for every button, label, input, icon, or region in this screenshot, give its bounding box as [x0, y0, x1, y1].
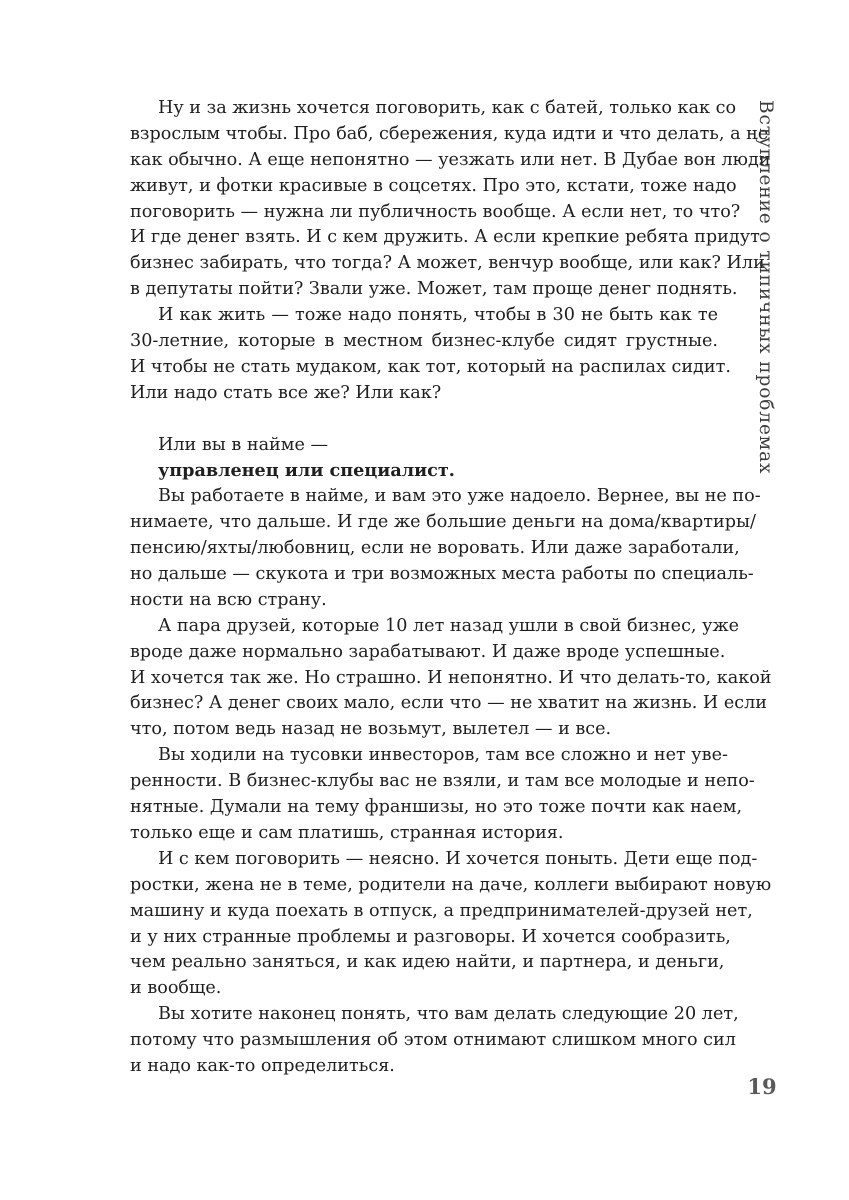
- paragraph: [130, 614, 772, 743]
- text-line: И где денег взять. И с кем дружить. А если крепкие ребята придут: [130, 227, 760, 248]
- text-line: поговорить — нужна ли публичность вообще. А если нет, то что?: [130, 201, 741, 222]
- text-line: бизнес? А денег своих мало, если что — не хватит на жизнь. И если: [130, 693, 768, 714]
- text-line: И хочется так же. Но страшно. И непонятно. И что делать-то, какой: [130, 667, 772, 688]
- text-line: но дальше — скукота и три возможных места работы по специаль-: [130, 564, 754, 585]
- paragraph: [130, 847, 772, 1002]
- running-head-text: Вступление о типичных проблемах: [755, 100, 776, 475]
- paragraph: [130, 1002, 739, 1080]
- text-line: пенсию/яхты/любовниц, если не воровать. Или даже заработали,: [130, 538, 740, 559]
- page-number: 19: [747, 1074, 777, 1099]
- text-line: ности на всю страну.: [130, 589, 327, 610]
- text-line: нимаете, что дальше. И где же большие деньги на дома/квартиры/: [130, 512, 756, 533]
- text-line: машину и куда поехать в отпуск, а предпринимателей-друзей нет,: [130, 900, 753, 921]
- paragraph: [130, 303, 731, 407]
- text-line: Вы работаете в найме, и вам это уже надоело. Вернее, вы не по-: [158, 486, 761, 507]
- text-line: взрослым чтобы. Про баб, сбережения, куда идти и что делать, а не: [130, 123, 769, 144]
- text-line: Вы хотите наконец понять, что вам делать следующие 20 лет,: [158, 1004, 739, 1025]
- text-line: бизнес забирать, что тогда? А может, венчур вообще, или как? Или: [130, 253, 765, 274]
- text-line: А пара друзей, которые 10 лет назад ушли в свой бизнес, уже: [158, 615, 740, 636]
- text-line: И с кем поговорить — неясно. И хочется поныть. Дети еще под-: [158, 848, 758, 869]
- text-line: И как жить — тоже надо понять, чтобы в 30 не быть как те: [158, 305, 718, 326]
- text-line: нятные. Думали на тему франшизы, но это тоже почти как наем,: [130, 797, 743, 818]
- text-line: как обычно. А еще непонятно — уезжать или нет. В Дубае вон люди: [130, 149, 771, 170]
- text-line: Вы ходили на тусовки инвесторов, там все сложно и нет уве-: [158, 745, 728, 766]
- text-line: что, потом ведь назад не возьмут, вылетел — и все.: [130, 719, 612, 740]
- text-line: потому что размышления об этом отнимают слишком много сил: [130, 1030, 736, 1051]
- heading-line-bold: управленец или специалист.: [158, 460, 455, 482]
- text-line: и у них странные проблемы и разговоры. И хочется сообразить,: [130, 926, 731, 947]
- text-line: только еще и сам платишь, странная история.: [130, 822, 564, 843]
- text-line: и надо как-то определиться.: [130, 1055, 395, 1076]
- text-line: ренности. В бизнес-клубы вас не взяли, и там все молодые и непо-: [130, 771, 755, 792]
- text-line: ростки, жена не в теме, родители на даче, коллеги выбирают новую: [130, 874, 772, 895]
- text-line: Или надо стать все же? Или как?: [130, 382, 442, 403]
- heading-line: Или вы в найме —: [158, 434, 329, 455]
- paragraph: [130, 743, 755, 847]
- section-heading: [130, 433, 718, 485]
- section-gap: [130, 407, 718, 433]
- paragraph: [130, 484, 761, 613]
- paragraph: [130, 96, 771, 303]
- text-line: в депутаты пойти? Звали уже. Может, там проще денег поднять.: [130, 279, 738, 300]
- text-line: Ну и за жизнь хочется поговорить, как с батей, только как со: [158, 98, 737, 118]
- text-line: чем реально заняться, и как идею найти, и партнера, и деньги,: [130, 952, 725, 973]
- text-line: и вообще.: [130, 978, 222, 999]
- text-line: И чтобы не стать мудаком, как тот, который на распилах сидит.: [130, 356, 731, 377]
- text-line: 30-летние, которые в местном бизнес-клубе сидят грустные.: [130, 331, 718, 352]
- running-head: [752, 100, 776, 520]
- text-line: вроде даже нормально зарабатывают. И даже вроде успешные.: [130, 641, 726, 662]
- text-line: живут, и фотки красивые в соцсетях. Про это, кстати, тоже надо: [130, 175, 737, 196]
